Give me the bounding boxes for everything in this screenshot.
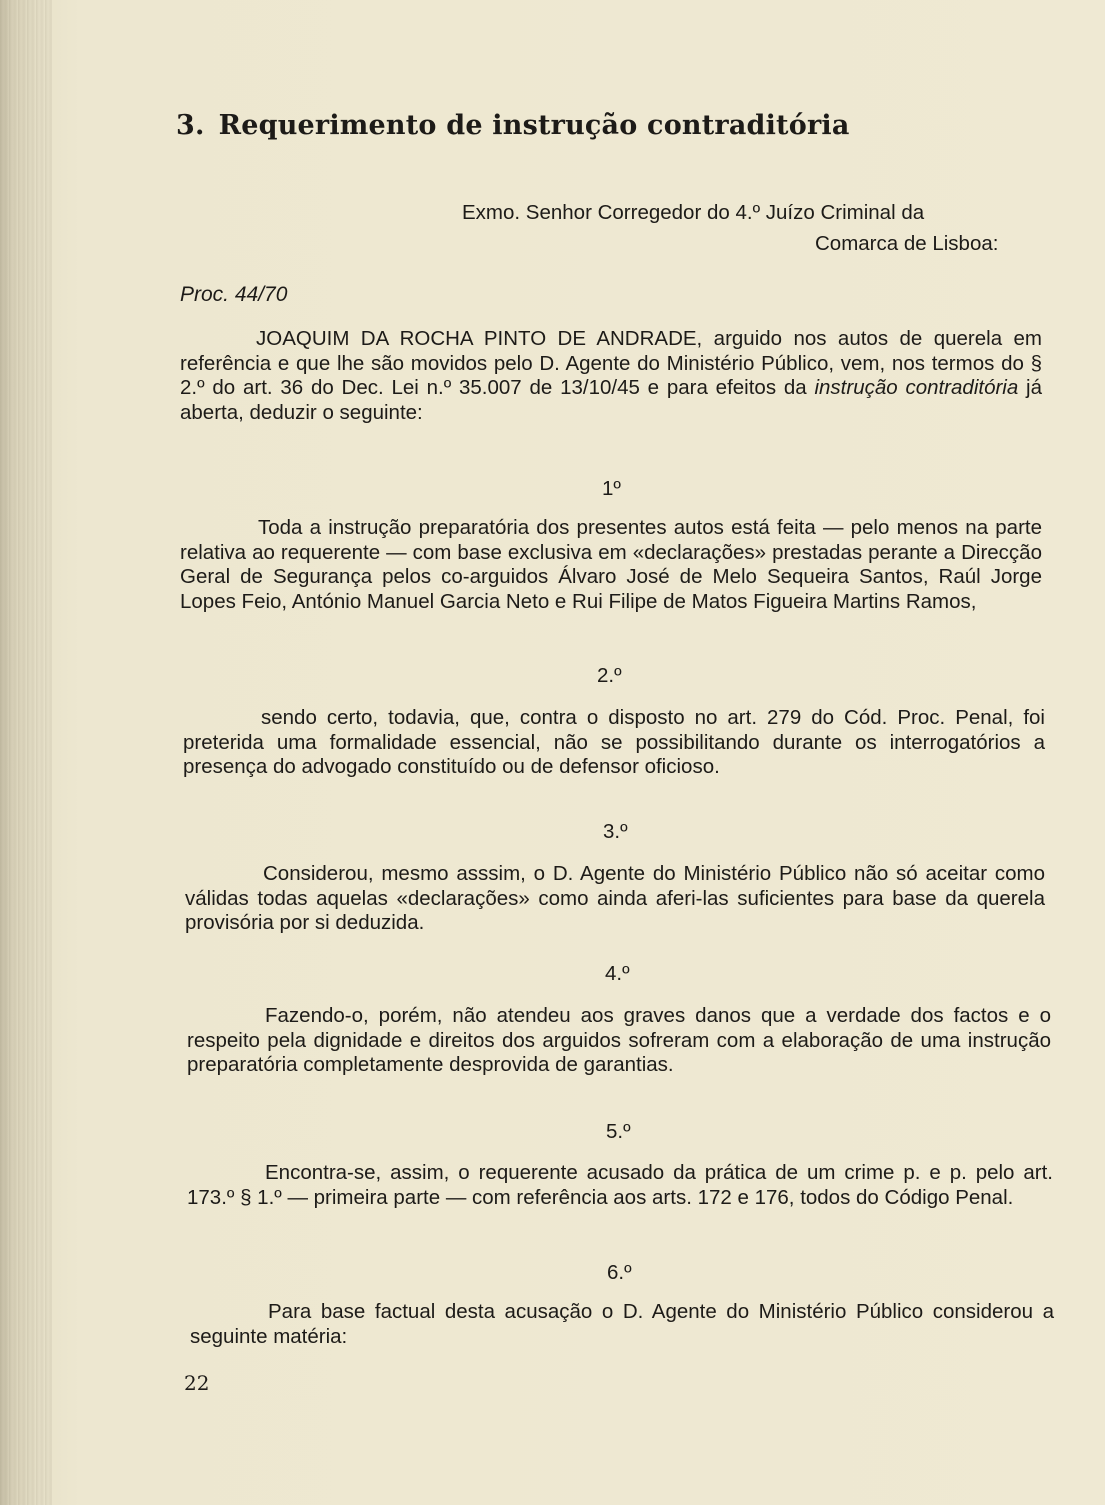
article-number: 2.º — [597, 664, 622, 687]
process-number: Proc. 44/70 — [180, 283, 288, 306]
section-heading — [176, 110, 850, 141]
addressee-line-1: Exmo. Senhor Corregedor do 4.º Juízo Criminal da — [462, 201, 925, 224]
section-title: Requerimento de instrução contraditória — [218, 110, 850, 141]
intro-text-part-1: JOAQUIM DA ROCHA PINTO DE ANDRADE, arguido nos autos de querela em referência e que lhe são movidos pelo D. Agente do Ministério Público, vem, nos termos do § 2.º do art. 36 do Dec. Lei n.º 35.007 de 13/10/45 e para efeitos da — [180, 327, 1042, 399]
article-number: 1º — [602, 477, 621, 500]
article-number: 5.º — [606, 1120, 631, 1143]
article-text: Toda a instrução preparatória dos presentes autos está feita — pelo menos na parte relativa ao requerente — com base exclusiva em «declarações» prestadas perante a Direcção Geral de Segurança pelos co-arguidos Álvaro José de Melo Sequeira Santos, Raúl Jorge Lopes Feio, António Manuel Garcia Neto e Rui Filipe de Matos Figueira Martins Ramos, — [180, 516, 1042, 613]
section-number: 3. — [176, 110, 205, 141]
article-text: Para base factual desta acusação o D. Agente do Ministério Público considerou a seguinte matéria: — [190, 1300, 1054, 1348]
intro-italic-term: instrução contraditória — [814, 376, 1019, 399]
article-text: sendo certo, todavia, que, contra o disposto no art. 279 do Cód. Proc. Penal, foi preterida uma formalidade essencial, não se possibilitando durante os interrogatórios a presença do advogado constituído ou de defensor oficioso. — [183, 706, 1045, 778]
article-number: 3.º — [603, 820, 628, 843]
intro-paragraph — [180, 327, 1042, 425]
intro-text-part-2: já aberta, deduzir o seguinte: — [180, 376, 1042, 424]
article-number: 6.º — [607, 1261, 632, 1284]
page-binding-edge — [0, 0, 52, 1505]
article-text: Fazendo-o, porém, não atendeu aos graves danos que a verdade dos factos e o respeito pela dignidade e direitos dos arguidos sofreram com a elaboração de uma instrução preparatória completamente desprovida de garantias. — [187, 1004, 1051, 1076]
page-number: 22 — [184, 1371, 210, 1395]
article-text: Encontra-se, assim, o requerente acusado da prática de um crime p. e p. pelo art. 173.º § 1.º — primeira parte — com referência aos arts. 172 e 176, todos do Código Penal. — [187, 1161, 1053, 1209]
addressee-line-2: Comarca de Lisboa: — [815, 232, 999, 255]
article-text: Considerou, mesmo asssim, o D. Agente do Ministério Público não só aceitar como válidas todas aquelas «declarações» como ainda aferi-las suficientes para base da querela provisória por si deduzida. — [185, 862, 1045, 934]
article-number: 4.º — [605, 962, 630, 985]
